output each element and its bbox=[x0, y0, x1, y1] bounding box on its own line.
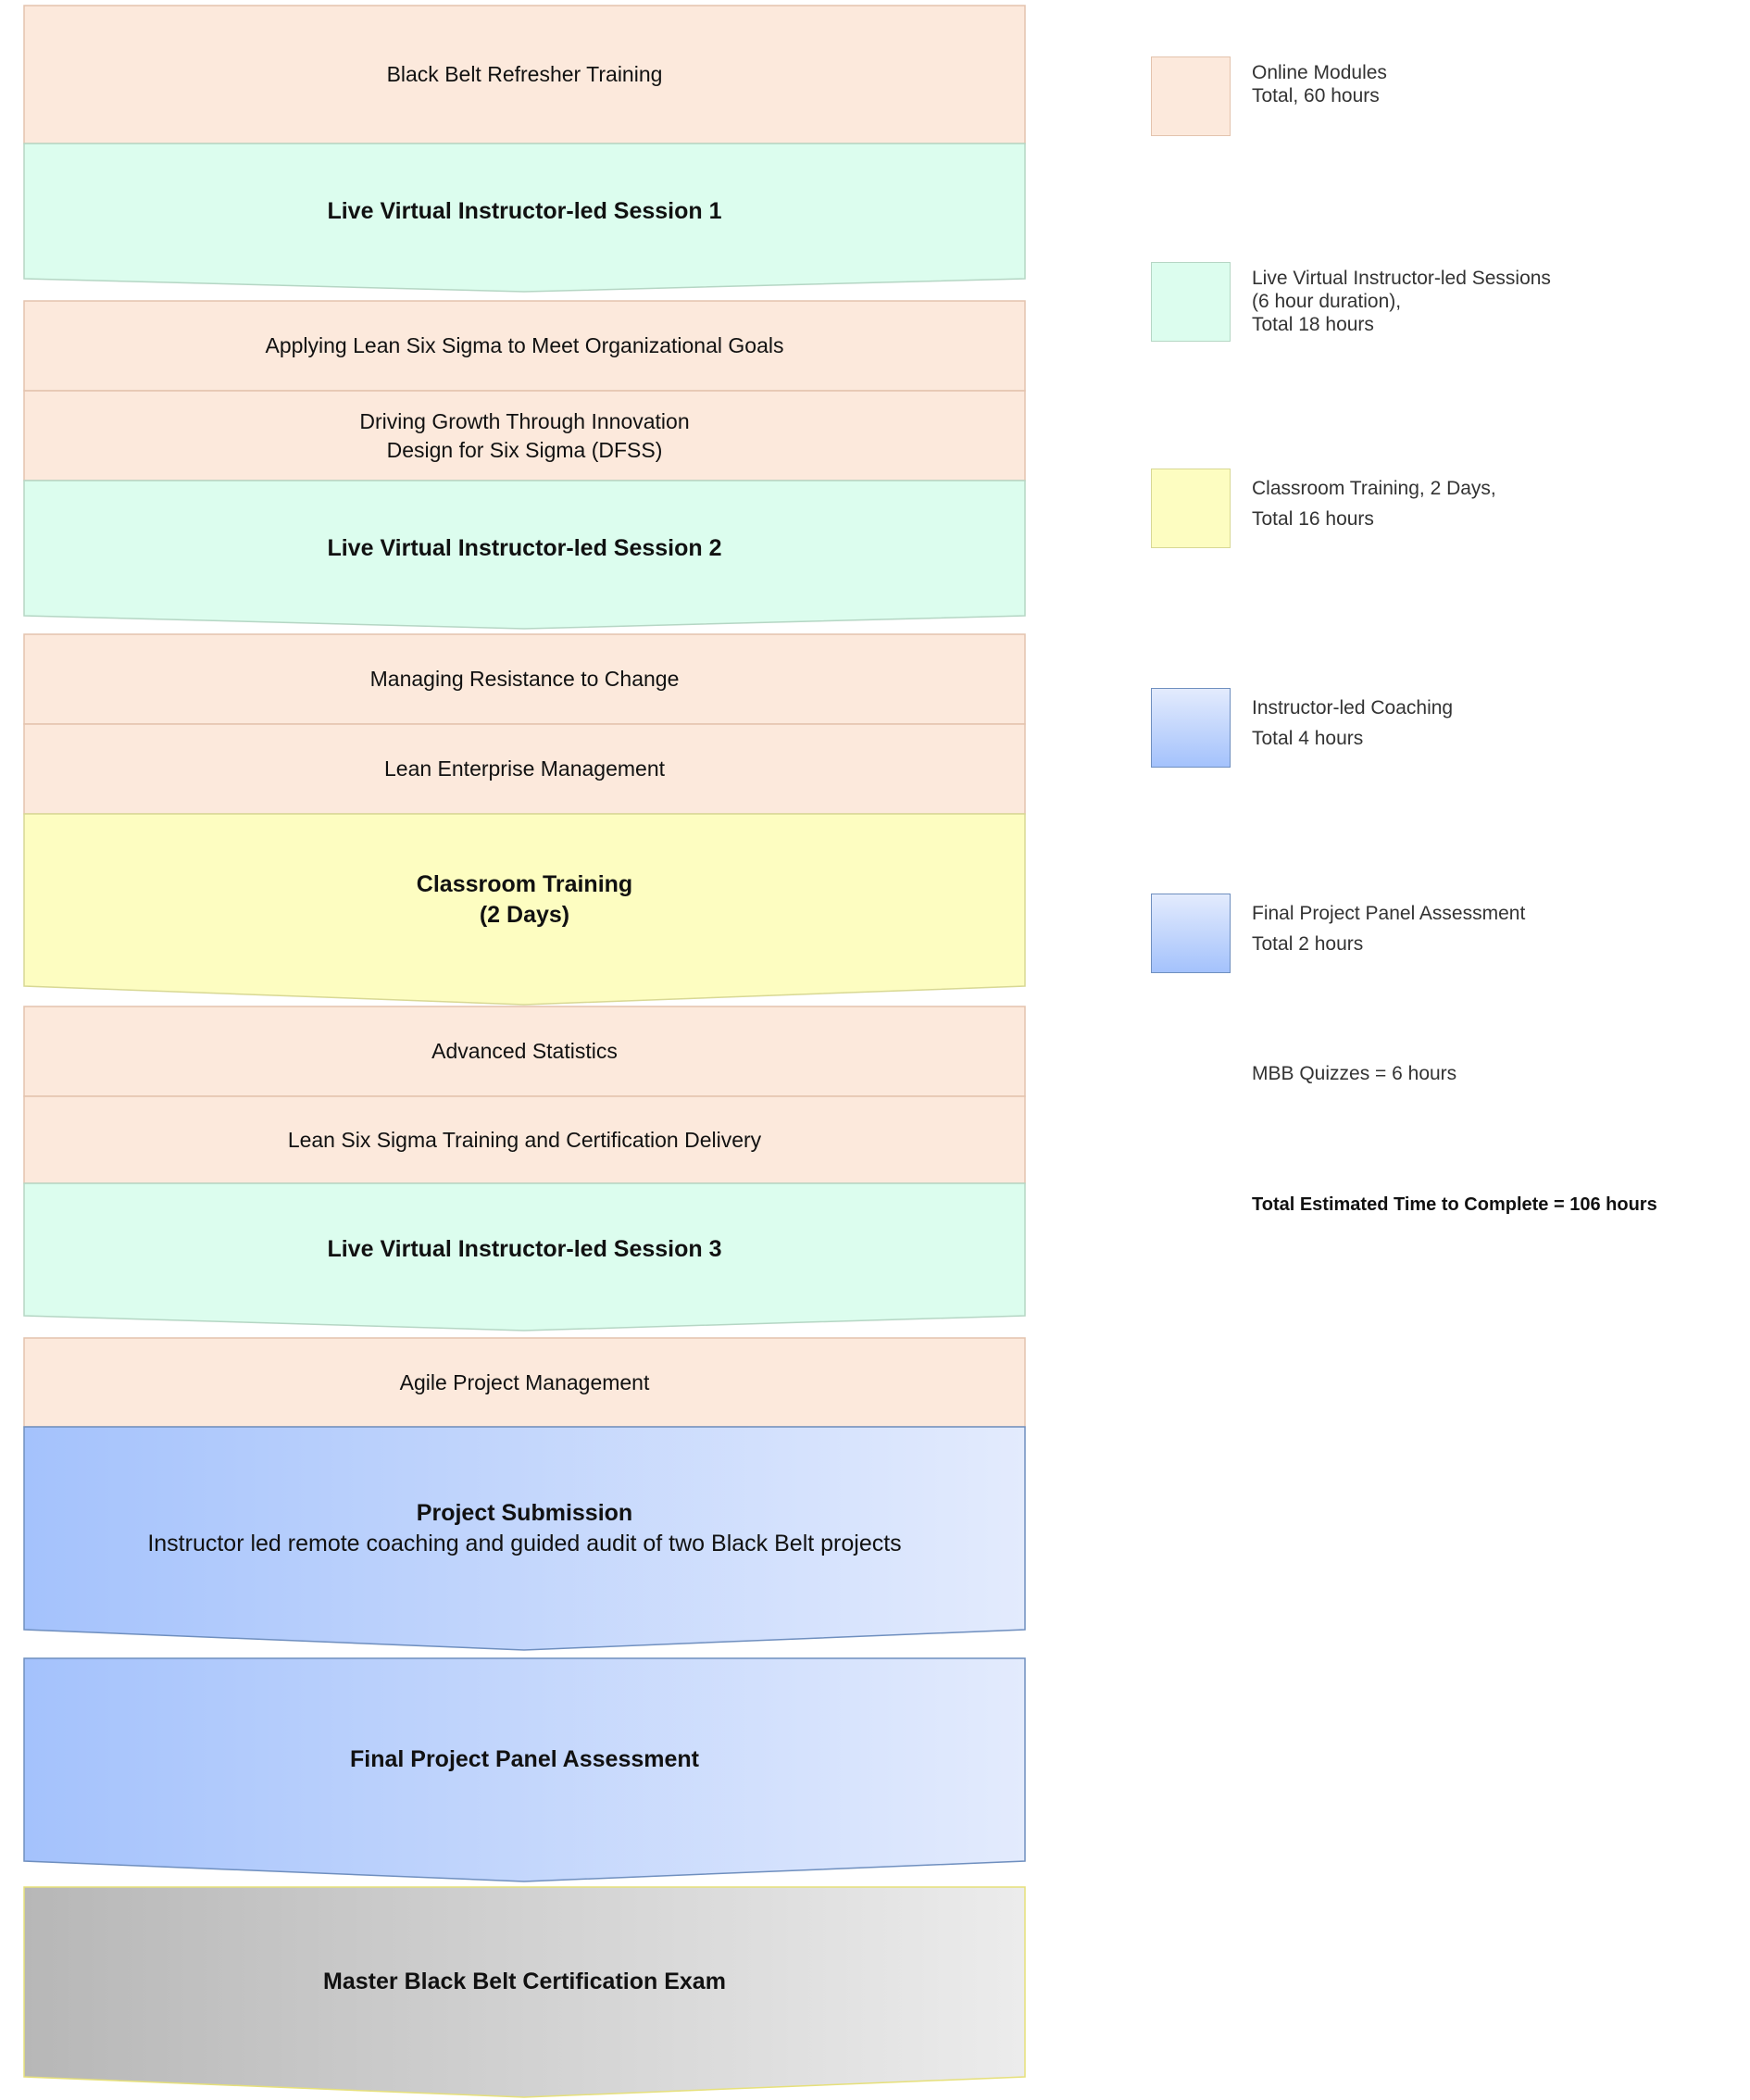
step-5 bbox=[24, 481, 1025, 616]
step-title: Project Submission bbox=[416, 1499, 633, 1526]
step-3 bbox=[24, 301, 1025, 391]
legend-label-coaching bbox=[1252, 693, 1453, 754]
step-title: Driving Growth Through Innovation bbox=[359, 409, 690, 434]
legend-swatch-classroom bbox=[1151, 469, 1231, 548]
step-title: Lean Six Sigma Training and Certification Delivery bbox=[287, 1127, 762, 1152]
step-title: Live Virtual Instructor-led Session 1 bbox=[327, 197, 722, 224]
legend-line: Instructor-led Coaching bbox=[1252, 697, 1454, 719]
step-12 bbox=[24, 1338, 1025, 1427]
legend-line: Classroom Training, 2 Days, bbox=[1252, 478, 1496, 499]
step-subtitle: Design for Six Sigma (DFSS) bbox=[386, 437, 663, 462]
legend-label-online bbox=[1252, 61, 1387, 107]
step-13 bbox=[24, 1427, 1025, 1630]
legend-line: Online Modules bbox=[1252, 62, 1387, 83]
legend-label-coaching bbox=[1252, 898, 1525, 959]
legend-line: Total 2 hours bbox=[1252, 933, 1364, 955]
quizzes-note: MBB Quizzes = 6 hours bbox=[1252, 1063, 1457, 1084]
legend-swatch-online bbox=[1151, 56, 1231, 136]
step-2 bbox=[24, 144, 1025, 279]
legend-label-live bbox=[1252, 267, 1551, 336]
step-title: Agile Project Management bbox=[399, 1369, 650, 1394]
step-14 bbox=[24, 1658, 1025, 1861]
legend-swatch-coaching bbox=[1151, 688, 1231, 768]
step-title: Master Black Belt Certification Exam bbox=[323, 1969, 726, 1994]
step-subtitle: (2 Days) bbox=[479, 902, 570, 928]
step-title: Classroom Training bbox=[416, 871, 633, 897]
step-title: Managing Resistance to Change bbox=[369, 667, 680, 692]
legend-swatch-coaching bbox=[1151, 894, 1231, 973]
step-8 bbox=[24, 814, 1025, 986]
step-title: Final Project Panel Assessment bbox=[349, 1746, 699, 1772]
legend-line: Total 18 hours bbox=[1252, 314, 1374, 335]
legend-line: (6 hour duration), bbox=[1252, 291, 1402, 312]
legend-label-classroom bbox=[1252, 473, 1496, 534]
step-15 bbox=[24, 1887, 1025, 2077]
step-9 bbox=[24, 1006, 1025, 1096]
step-title: Advanced Statistics bbox=[431, 1039, 618, 1064]
step-title: Black Belt Refresher Training bbox=[386, 62, 663, 87]
legend-line: Final Project Panel Assessment bbox=[1252, 903, 1526, 924]
step-6 bbox=[24, 634, 1025, 724]
legend-line: Live Virtual Instructor-led Sessions bbox=[1252, 268, 1551, 289]
step-title: Live Virtual Instructor-led Session 2 bbox=[327, 534, 722, 561]
step-title: Applying Lean Six Sigma to Meet Organizational Goals bbox=[265, 333, 784, 358]
step-subtitle: Instructor led remote coaching and guided audit of two Black Belt projects bbox=[147, 1530, 902, 1556]
step-10 bbox=[24, 1096, 1025, 1183]
step-title: Live Virtual Instructor-led Session 3 bbox=[327, 1236, 722, 1262]
legend-line: Total 4 hours bbox=[1252, 728, 1364, 749]
total-time-note: Total Estimated Time to Complete = 106 hours bbox=[1252, 1194, 1657, 1215]
step-1 bbox=[24, 6, 1025, 144]
step-4 bbox=[24, 391, 1025, 481]
step-11 bbox=[24, 1183, 1025, 1316]
legend-line: Total, 60 hours bbox=[1252, 85, 1380, 106]
legend-line: Total 16 hours bbox=[1252, 508, 1374, 530]
step-title: Lean Enterprise Management bbox=[383, 756, 666, 781]
step-7 bbox=[24, 724, 1025, 814]
legend-swatch-live bbox=[1151, 262, 1231, 342]
